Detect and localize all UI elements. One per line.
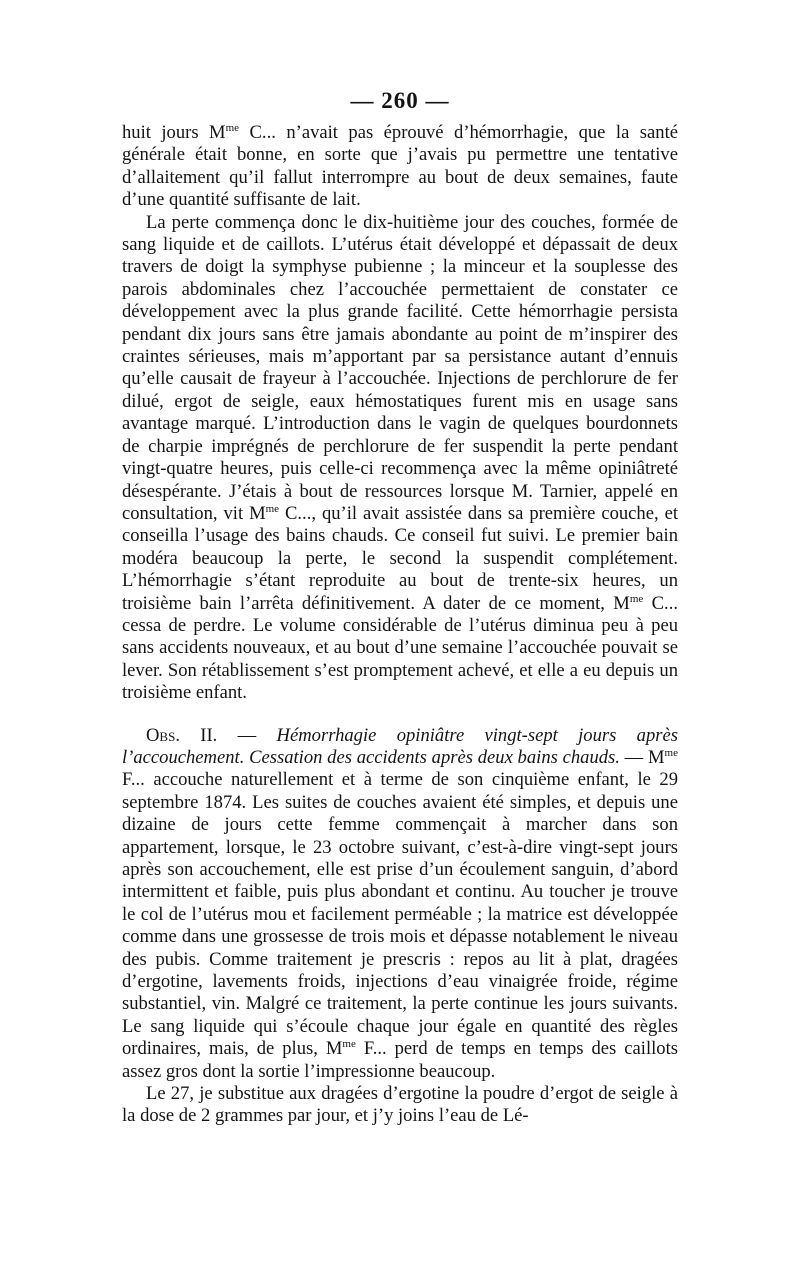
paragraph-1: huit jours $M^{me}$ C... n’avait pas éprouvé d’hémorrhagie, que la santé générale était bonne, en sorte que j’avais pu permettre une tentative d’allaitement qu’il fallut interrompre au bout de deux semaines, faute d’une quantité suffisante de lait.: [122, 122, 678, 211]
paragraph-2: La perte commença donc le dix-huitième jour des couches, formée de sang liquide et de caillots. L’utérus était développé et dépassait de deux travers de doigt la symphyse pubienne ; la minceur et la souplesse des parois abdominales chez l’accouchée permettaient de constater ce développement avec la plus grande facilité. Cette hémorrhagie persista pendant dix jours sans être jamais abondante au point de m’inspirer des craintes sérieuses, mais m’apportant par sa persistance autant d’ennuis qu’elle causait de frayeur à l’accouchée. Injections de perchlorure de fer dilué, ergot de seigle, eaux hémostatiques furent mis en usage sans avantage marqué. L’introduction dans le vagin de quelques bourdonnets de charpie imprégnés de perchlorure de fer suspendit la perte pendant vingt-quatre heures, puis celle-ci recommença avec la même opiniâtreté désespérante. J’étais à bout de ressources lorsque M. Tarnier, appelé en consultation, vit $M^{me}$ C..., qu’il avait assistée dans sa première couche, et conseilla l’usage des bains chauds. Ce conseil fut suivi. Le premier bain modéra beaucoup la perte, le second la suspendit complétement. L’hémorrhagie s’étant reproduite au bout de trente-six heures, un troisième bain l’arrêta définitivement. A dater de ce moment, $M^{me}$ C... cessa de perdre. Le volume considérable de l’utérus diminua peu à peu sans accidents nouveaux, et au bout d’une semaine l’accouchée pouvait se lever. Son rétablissement s’est promptement achevé, et elle a eu depuis un troisième enfant.: [122, 211, 678, 704]
section-gap: [122, 705, 678, 725]
paragraph-4: Le 27, je substitue aux dragées d’ergotine la poudre d’ergot de seigle à la dose de 2 grammes par jour, et j’y joins l’eau de Lé-: [122, 1083, 678, 1127]
paragraph-observation-2: Obs. II. — Hémorrhagie opiniâtre vingt-sept jours après l’accouchement. Cessation des accidents après deux bains chauds. — $M^{me}$ F... accouche naturellement et à terme de son cinquième enfant, le 29 septembre 1874. Les suites de couches avaient été simples, et depuis une dizaine de jours cette femme commençait à marcher dans son appartement, lorsque, le 23 octobre suivant, c’est-à-dire vingt-sept jours après son accouchement, elle est prise d’un écoulement sanguin, d’abord intermittent et faible, puis plus abondant et continu. Au toucher je trouve le col de l’utérus mou et facilement perméable ; la matrice est développée comme dans une grossesse de trois mois et dépasse notablement le niveau des pubis. Comme traitement je prescris : repos au lit à plat, dragées d’ergotine, lavements froids, injections d’eau vinaigrée froide, régime substantiel, vin. Malgré ce traitement, la perte continue les jours suivants. Le sang liquide qui s’écoule chaque jour égale en quantité des règles ordinaires, mais, de plus, $M^{me}$ F... perd de temps en temps des caillots assez gros dont la sortie l’impressionne beaucoup.: [122, 724, 678, 1082]
body-text: [122, 122, 678, 1128]
page-number: — 260 —: [350, 88, 450, 113]
